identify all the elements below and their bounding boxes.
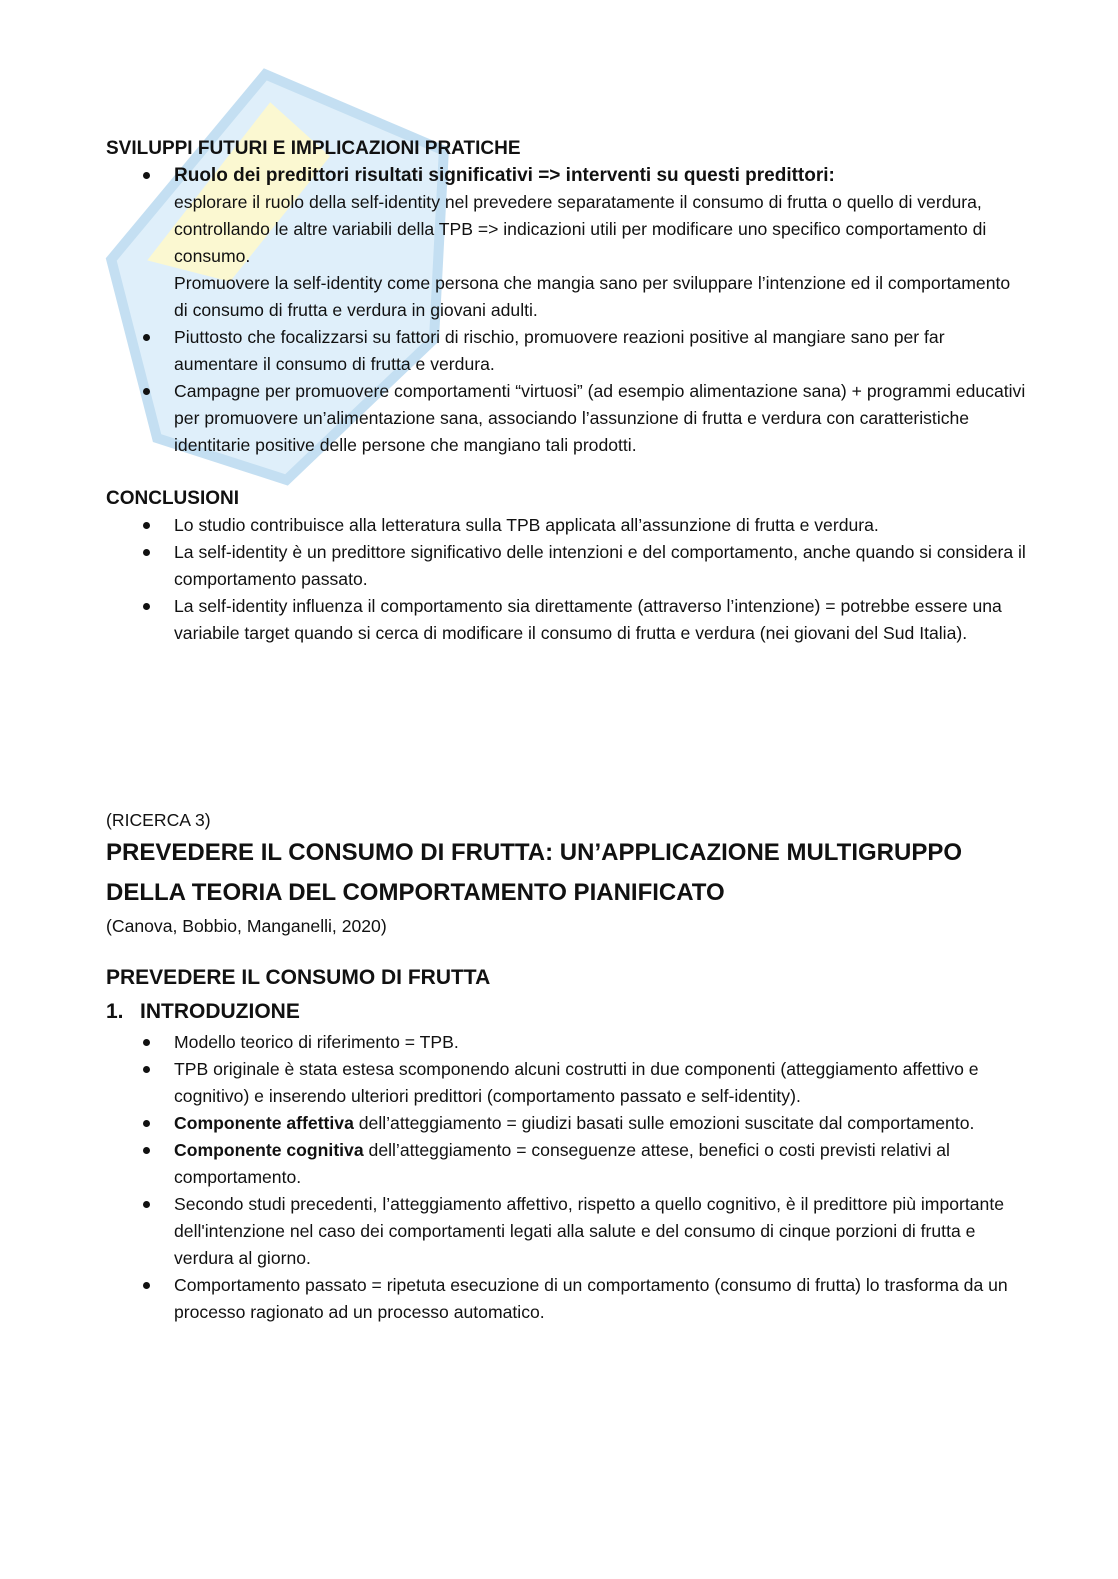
- list-item: Comportamento passato = ripetuta esecuzione di un comportamento (consumo di frutta) lo trasforma da un processo ragionato ad un processo automatico.: [106, 1272, 1026, 1326]
- item-body: Promuovere la self-identity come persona che mangia sano per sviluppare l’intenzione ed il comportamento di consumo di frutta e verdura in giovani adulti.: [174, 273, 1011, 320]
- conclusioni-list: [106, 512, 1026, 647]
- research-authors: (Canova, Bobbio, Manganelli, 2020): [106, 916, 387, 936]
- item-bold: Componente cognitiva: [174, 1140, 364, 1160]
- list-item: TPB originale è stata estesa scomponendo alcuni costrutti in due componenti (atteggiamento affettivo e cognitivo) e inserendo ulteriori predittori (comportamento passato e self-identity).: [106, 1056, 1026, 1110]
- intro-heading: [106, 995, 1026, 1029]
- section-subheading: PREVEDERE IL CONSUMO DI FRUTTA: [106, 966, 491, 989]
- research-title-line2: DELLA TEORIA DEL COMPORTAMENTO PIANIFICATO: [106, 879, 725, 906]
- item-body: esplorare il ruolo della self-identity nel prevedere separatamente il consumo di frutta o quello di verdura, controllando le altre variabili della TPB => indicazioni utili per modificare uno specifico comportamento di consumo.: [174, 192, 987, 266]
- research-title-line1: PREVEDERE IL CONSUMO DI FRUTTA: UN’APPLICAZIONE MULTIGRUPPO: [106, 839, 963, 866]
- item-bold: Componente affettiva: [174, 1113, 354, 1133]
- list-item: Lo studio contribuisce alla letteratura sulla TPB applicata all’assunzione di frutta e verdura.: [106, 512, 1026, 539]
- intro-list: [106, 1029, 1026, 1326]
- intro-heading-text: INTRODUZIONE: [140, 1000, 300, 1023]
- list-item: [106, 1110, 1026, 1137]
- list-item: [106, 1137, 1026, 1191]
- list-item: La self-identity influenza il comportamento sia direttamente (attraverso l’intenzione) = potrebbe essere una variabile target quando si cerca di modificare il consumo di frutta e verdura (nei giovani del Sud Italia).: [106, 593, 1026, 647]
- intro-number: 1.: [106, 1000, 124, 1023]
- list-item: Modello teorico di riferimento = TPB.: [106, 1029, 1026, 1056]
- document-content: [106, 136, 1026, 1326]
- item-lead: Ruolo dei predittori risultati significativi => interventi su questi predittori:: [174, 165, 835, 186]
- section-heading-futuri: SVILUPPI FUTURI E IMPLICAZIONI PRATICHE: [106, 138, 521, 159]
- list-item: [106, 162, 1026, 324]
- research-label: (RICERCA 3): [106, 810, 211, 830]
- list-item: Secondo studi precedenti, l’atteggiamento affettivo, rispetto a quello cognitivo, è il predittore più importante dell'intenzione nel caso dei comportamenti legati alla salute e del consumo di cinque porzioni di frutta e verdura al giorno.: [106, 1191, 1026, 1272]
- section-heading-conclusioni: CONCLUSIONI: [106, 488, 239, 509]
- item-text: dell’atteggiamento = conseguenze attese, benefici o costi previsti relativi al comportamento.: [174, 1140, 950, 1187]
- list-item: Campagne per promuovere comportamenti “virtuosi” (ad esempio alimentazione sana) + programmi educativi per promuovere un’alimentazione sana, associando l’assunzione di frutta e verdura con caratteristiche identitarie positive delle persone che mangiano tali prodotti.: [106, 378, 1026, 459]
- futuri-list: [106, 162, 1026, 459]
- list-item: Piuttosto che focalizzarsi su fattori di rischio, promuovere reazioni positive al mangiare sano per far aumentare il consumo di frutta e verdura.: [106, 324, 1026, 378]
- list-item: La self-identity è un predittore significativo delle intenzioni e del comportamento, anche quando si considera il comportamento passato.: [106, 539, 1026, 593]
- item-text: dell’atteggiamento = giudizi basati sulle emozioni suscitate dal comportamento.: [353, 1113, 975, 1133]
